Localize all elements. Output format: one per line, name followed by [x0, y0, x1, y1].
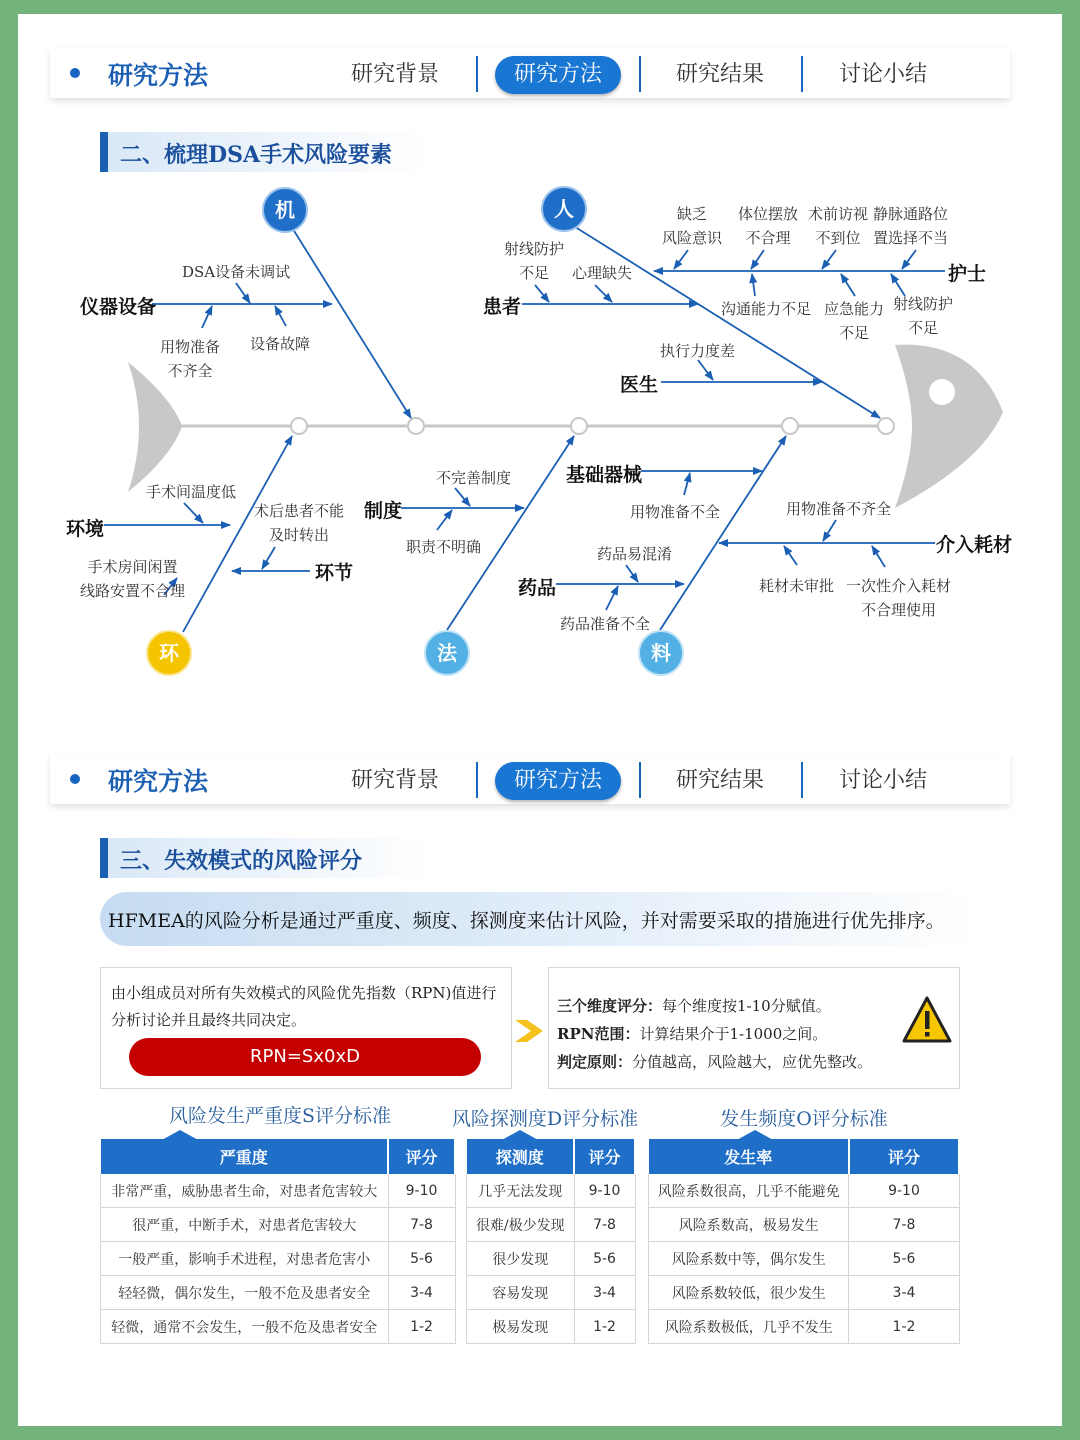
- factor-drug-incomplete: 药品准备不全: [560, 615, 651, 633]
- factor-postop-transfer: 术后患者不能 及时转出: [254, 502, 345, 544]
- fish-head: [895, 345, 1003, 508]
- score-cell: 1-2: [388, 1310, 455, 1344]
- score-column-header: 评分: [574, 1139, 635, 1174]
- circle-environment: 环: [146, 630, 192, 676]
- category-nurse: 护士: [948, 263, 987, 285]
- score-cell: 1-2: [574, 1310, 635, 1344]
- category-system: 制度: [364, 500, 403, 522]
- table-row: [101, 1310, 456, 1344]
- category-environment: 环境: [66, 518, 105, 540]
- table-cell: 风险系数极低，几乎不发生: [649, 1310, 849, 1344]
- factor-emergency-ability: 应急能力 不足: [824, 300, 885, 342]
- table-row: [101, 1174, 456, 1208]
- category-patient: 患者: [483, 296, 522, 318]
- fish-eye: [929, 379, 955, 405]
- hfmea-banner-text: HFMEA的风险分析是通过严重度、频度、探测度来估计风险，并对需要采取的措施进行优先排序。: [108, 910, 945, 932]
- score-cell: 9-10: [388, 1174, 455, 1208]
- tab-research-method[interactable]: 研究方法: [495, 56, 621, 94]
- table-row: [467, 1276, 636, 1310]
- table-cell: 容易发现: [467, 1276, 575, 1310]
- table-row: [467, 1208, 636, 1242]
- category-basic-instruments: 基础器械: [566, 464, 643, 486]
- table-row: [101, 1208, 456, 1242]
- factor-preop-visit: 术前访视 不到位: [808, 205, 869, 247]
- factor-venous-access: 静脉通路位 置选择不当: [873, 205, 949, 247]
- circle-machine: 机: [262, 187, 308, 233]
- score-cell: 7-8: [849, 1208, 959, 1242]
- table-cell: 很严重，中断手术，对患者危害较大: [101, 1208, 389, 1242]
- score-cell: 7-8: [388, 1208, 455, 1242]
- table-cell: 风险系数高，极易发生: [649, 1208, 849, 1242]
- factor-idle-room-wiring: 手术房间闲置 线路安置不合理: [80, 558, 186, 600]
- nav-section-title: 研究方法: [108, 61, 209, 90]
- table-cell: 几乎无法发现: [467, 1174, 575, 1208]
- score-cell: 5-6: [849, 1242, 959, 1276]
- circle-method: 法: [424, 630, 470, 676]
- table-cell: 一般严重，影响手术进程，对患者危害小: [101, 1242, 389, 1276]
- rpn-decision-text: 由小组成员对所有失效模式的风险优先指数（RPN)值进行分析讨论并且最终共同决定。: [111, 984, 497, 1029]
- factor-consumables-unapproved: 耗材未审批: [759, 577, 835, 595]
- factor-disposable-misuse: 一次性介入耗材 不合理使用: [846, 577, 952, 619]
- factor-low-temperature: 手术间温度低: [146, 483, 237, 501]
- tab-research-results[interactable]: 研究结果: [675, 768, 764, 793]
- score-cell: 5-6: [388, 1242, 455, 1276]
- factor-execution: 执行力度差: [660, 342, 736, 360]
- factor-imperfect-system: 不完善制度: [436, 469, 512, 487]
- detection-column-header: 探测度: [467, 1139, 575, 1174]
- tab-research-method[interactable]: 研究方法: [495, 762, 621, 800]
- score-cell: 1-2: [849, 1310, 959, 1344]
- table-cell: 轻微，通常不会发生，一般不危及患者安全: [101, 1310, 389, 1344]
- table-row: [101, 1242, 456, 1276]
- nav-section-title: 研究方法: [108, 767, 209, 796]
- score-cell: 3-4: [388, 1276, 455, 1310]
- tab-research-background[interactable]: 研究背景: [350, 768, 439, 793]
- chevron-right-icon: [513, 1016, 547, 1046]
- score-cell: 9-10: [849, 1174, 959, 1208]
- table-row: [467, 1174, 636, 1208]
- section3-heading: [100, 838, 430, 878]
- tab-research-background[interactable]: 研究背景: [350, 62, 439, 87]
- table-row: [101, 1276, 456, 1310]
- occurrence-column-header: 发生率: [649, 1139, 849, 1174]
- bullet-dot: [70, 774, 80, 784]
- table-row: [649, 1276, 960, 1310]
- factor-supplies-incomplete: 用物准备 不齐全: [160, 338, 221, 380]
- table-row: [467, 1310, 636, 1344]
- category-interventional-consumables: 介入耗材: [936, 534, 1013, 556]
- category-medicine: 药品: [518, 577, 557, 599]
- detection-table-title: 风险探测度D评分标准: [451, 1108, 639, 1130]
- score-cell: 7-8: [574, 1208, 635, 1242]
- section2-heading-text: 二、梳理DSA手术风险要素: [120, 142, 393, 168]
- severity-column-header: 严重度: [101, 1139, 389, 1174]
- table-row: [649, 1242, 960, 1276]
- rpn-rules-list: [557, 992, 872, 1076]
- circle-people: 人: [541, 186, 587, 232]
- table-cell: 风险系数较低，很少发生: [649, 1276, 849, 1310]
- factor-drug-confusion: 药品易混淆: [597, 545, 673, 563]
- factor-positioning: 体位摆放 不合理: [738, 205, 799, 247]
- rpn-formula-bar: RPN=Sx0xD: [129, 1038, 481, 1076]
- circle-material: 料: [638, 630, 684, 676]
- tab-discussion-summary[interactable]: 讨论小结: [838, 62, 927, 87]
- table-row: [467, 1242, 636, 1276]
- tab-divider: [476, 762, 478, 798]
- table-row: [649, 1310, 960, 1344]
- category-process: 环节: [315, 562, 354, 584]
- score-column-header: 评分: [849, 1139, 959, 1174]
- factor-dsa-not-debugged: DSA设备未调试: [182, 263, 291, 281]
- detection-table: [466, 1139, 636, 1344]
- hfmea-banner: [100, 892, 980, 946]
- factor-communication: 沟通能力不足: [721, 300, 812, 318]
- severity-table: [100, 1139, 456, 1344]
- occurrence-table: [648, 1139, 960, 1344]
- category-doctor: 医生: [620, 374, 659, 396]
- table-cell: 非常严重，威胁患者生命，对患者危害较大: [101, 1174, 389, 1208]
- table-row: [649, 1174, 960, 1208]
- factor-radiation-protection-nurse: 射线防护 不足: [893, 295, 954, 337]
- table-cell: 很难/极少发现: [467, 1208, 575, 1242]
- factor-supplies-not-full: 用物准备不全: [630, 503, 721, 521]
- table-cell: 很少发现: [467, 1242, 575, 1276]
- table-row: [649, 1208, 960, 1242]
- warning-triangle-icon: [901, 994, 953, 1046]
- occurrence-table-title: 发生频度O评分标准: [720, 1108, 888, 1130]
- rule-range: RPN范围：计算结果介于1-1000之间。: [557, 1025, 828, 1043]
- table-cell: 轻轻微，偶尔发生，一般不危及患者安全: [101, 1276, 389, 1310]
- table-cell: 风险系数很高，几乎不能避免: [649, 1174, 849, 1208]
- tab-divider: [639, 762, 641, 798]
- score-cell: 5-6: [574, 1242, 635, 1276]
- rule-dimension: 三个维度评分：每个维度按1-10分赋值。: [557, 997, 831, 1015]
- score-column-header: 评分: [388, 1139, 455, 1174]
- score-cell: 3-4: [849, 1276, 959, 1310]
- section3-heading-text: 三、失效模式的风险评分: [120, 848, 363, 874]
- factor-risk-awareness: 缺乏 风险意识: [662, 205, 723, 247]
- top-nav-2: [50, 754, 1010, 804]
- score-cell: 3-4: [574, 1276, 635, 1310]
- factor-equipment-failure: 设备故障: [250, 335, 311, 353]
- tab-discussion-summary[interactable]: 讨论小结: [838, 768, 927, 793]
- rule-principle: 判定原则：分值越高，风险越大，应优先整改。: [557, 1053, 873, 1071]
- rpn-decision-box: [100, 967, 512, 1089]
- table-cell: 风险系数中等，偶尔发生: [649, 1242, 849, 1276]
- factor-radiation-protection-patient: 射线防护 不足: [504, 240, 565, 282]
- score-cell: 9-10: [574, 1174, 635, 1208]
- factor-supplies-not-complete: 用物准备不齐全: [786, 500, 892, 518]
- severity-table-title: 风险发生严重度S评分标准: [168, 1105, 392, 1127]
- rpn-rules-box: [548, 967, 960, 1089]
- tab-research-results[interactable]: 研究结果: [675, 62, 764, 87]
- factor-unclear-duties: 职责不明确: [406, 538, 482, 556]
- category-instrument-equipment: 仪器设备: [80, 296, 157, 318]
- table-cell: 极易发现: [467, 1310, 575, 1344]
- tab-divider: [801, 762, 803, 798]
- factor-psychological-lack: 心理缺失: [572, 264, 633, 282]
